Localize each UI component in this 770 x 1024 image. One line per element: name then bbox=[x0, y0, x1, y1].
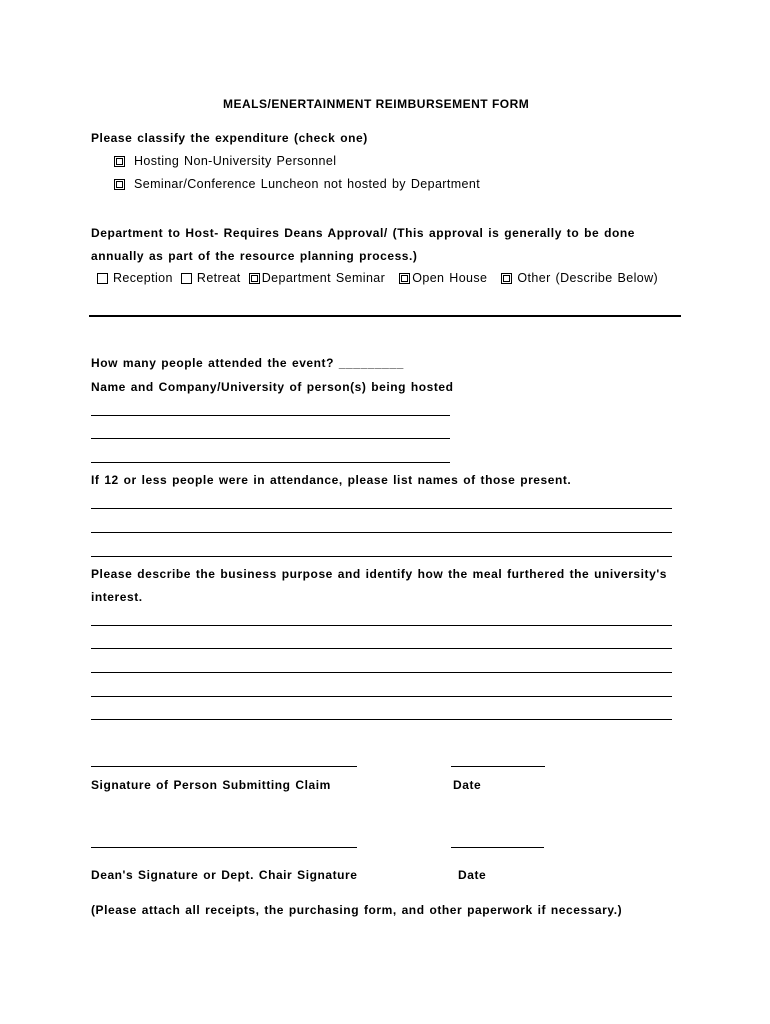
attendees-line-2[interactable] bbox=[91, 532, 672, 533]
classify-option-hosting[interactable] bbox=[114, 154, 336, 168]
purpose-line-5[interactable] bbox=[91, 719, 672, 720]
submitter-date-label: Date bbox=[453, 778, 482, 792]
section-divider bbox=[89, 315, 681, 317]
dean-date-label: Date bbox=[458, 868, 487, 882]
dept-option-reception[interactable] bbox=[97, 271, 173, 285]
department-approval-line1: Department to Host- Requires Deans Approval/ (This approval is generally to be done bbox=[91, 226, 635, 240]
dept-option-open-house-label: Open House bbox=[412, 271, 488, 285]
classify-prompt: Please classify the expenditure (check one) bbox=[91, 131, 368, 145]
dept-option-other-label: Other (Describe Below) bbox=[517, 271, 659, 285]
dept-option-retreat[interactable] bbox=[181, 271, 241, 285]
checkbox-seminar[interactable] bbox=[114, 179, 125, 190]
purpose-line-2[interactable] bbox=[91, 648, 672, 649]
form-title: MEALS/ENERTAINMENT REIMBURSEMENT FORM bbox=[223, 97, 530, 111]
hosted-persons-label: Name and Company/University of person(s) being hosted bbox=[91, 380, 454, 394]
purpose-line-1[interactable] bbox=[91, 625, 672, 626]
purpose-prompt-line1: Please describe the business purpose and identify how the meal furthered the university's bbox=[91, 567, 667, 581]
purpose-line-4[interactable] bbox=[91, 696, 672, 697]
dept-option-seminar-label: Department Seminar bbox=[261, 271, 386, 285]
footer-note: (Please attach all receipts, the purchasing form, and other paperwork if necessary.) bbox=[91, 903, 623, 917]
checkbox-reception[interactable] bbox=[97, 273, 108, 284]
classify-option-seminar-label: Seminar/Conference Luncheon not hosted by Department bbox=[134, 177, 481, 191]
department-approval-line2: annually as part of the resource planning process.) bbox=[91, 249, 418, 263]
hosted-persons-line-2[interactable] bbox=[91, 438, 450, 439]
purpose-prompt-line2: interest. bbox=[91, 590, 143, 604]
checkbox-retreat[interactable] bbox=[181, 273, 192, 284]
purpose-line-3[interactable] bbox=[91, 672, 672, 673]
submitter-signature-label: Signature of Person Submitting Claim bbox=[91, 778, 331, 792]
classify-option-seminar[interactable] bbox=[114, 177, 480, 191]
checkbox-hosting[interactable] bbox=[114, 156, 125, 167]
attendance-question: How many people attended the event? _________ bbox=[91, 356, 404, 370]
dept-option-seminar[interactable] bbox=[249, 271, 386, 285]
checkbox-other[interactable] bbox=[501, 273, 512, 284]
classify-option-hosting-label: Hosting Non-University Personnel bbox=[134, 154, 337, 168]
hosted-persons-line-3[interactable] bbox=[91, 462, 450, 463]
hosted-persons-line-1[interactable] bbox=[91, 415, 450, 416]
checkbox-open-house[interactable] bbox=[399, 273, 410, 284]
submitter-date-line[interactable] bbox=[451, 766, 545, 767]
dept-option-open-house[interactable] bbox=[399, 271, 487, 285]
checkbox-department-seminar[interactable] bbox=[249, 273, 260, 284]
attendees-line-3[interactable] bbox=[91, 556, 672, 557]
dean-date-line[interactable] bbox=[451, 847, 544, 848]
dept-option-reception-label: Reception bbox=[113, 271, 173, 285]
dept-option-other[interactable] bbox=[501, 271, 658, 285]
attendees-prompt: If 12 or less people were in attendance, please list names of those present. bbox=[91, 473, 572, 487]
dean-signature-label: Dean's Signature or Dept. Chair Signature bbox=[91, 868, 358, 882]
dean-signature-line[interactable] bbox=[91, 847, 357, 848]
department-options-row bbox=[97, 271, 666, 285]
submitter-signature-line[interactable] bbox=[91, 766, 357, 767]
dept-option-retreat-label: Retreat bbox=[196, 271, 241, 285]
attendees-line-1[interactable] bbox=[91, 508, 672, 509]
